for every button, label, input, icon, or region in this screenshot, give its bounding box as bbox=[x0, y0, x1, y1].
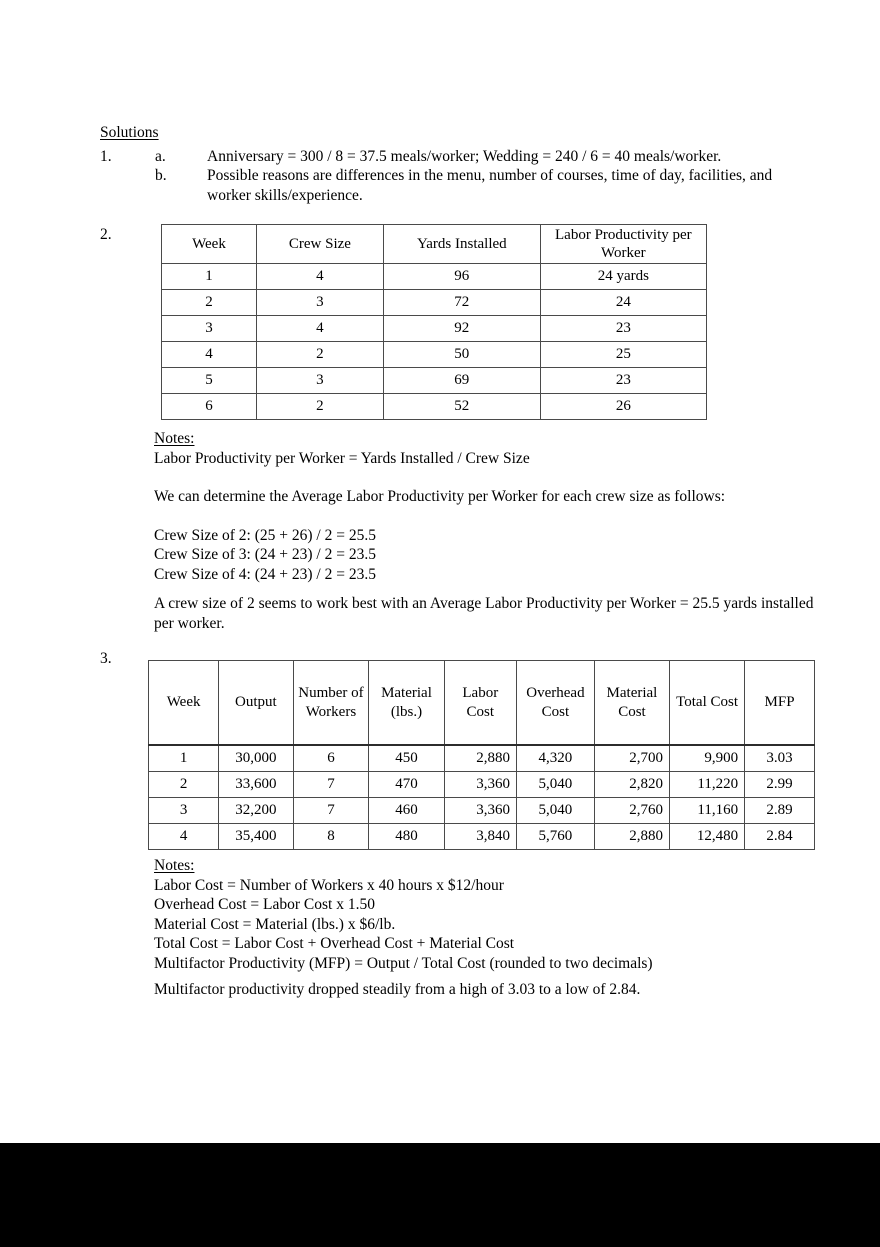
cell-crew-size: 2 bbox=[256, 394, 383, 420]
cell-yards-installed: 92 bbox=[383, 316, 540, 342]
problem-2-conclusion: A crew size of 2 seems to work best with an Average Labor Productivity per Worker = 25.5 yards installed per worker. bbox=[154, 595, 814, 632]
page-bottom-black-band bbox=[0, 1143, 880, 1247]
table-row bbox=[162, 290, 707, 316]
column-header-crew-size: Crew Size bbox=[256, 225, 383, 264]
cell-labor-cost: 3,840 bbox=[444, 824, 516, 850]
cell-yards-installed: 72 bbox=[383, 290, 540, 316]
calculation-line: Crew Size of 3: (24 + 23) / 2 = 23.5 bbox=[154, 546, 376, 563]
column-header-total-cost: Total Cost bbox=[670, 661, 745, 746]
cell-output: 35,400 bbox=[219, 824, 293, 850]
problem-1-item-a-text: Anniversary = 300 / 8 = 37.5 meals/worker; Wedding = 240 / 6 = 40 meals/worker. bbox=[207, 148, 722, 165]
cell-material-lbs: 460 bbox=[369, 798, 444, 824]
cell-labor-productivity: 24 bbox=[540, 290, 706, 316]
cell-yards-installed: 69 bbox=[383, 368, 540, 394]
table-row bbox=[162, 394, 707, 420]
cell-yards-installed: 50 bbox=[383, 342, 540, 368]
cell-week: 5 bbox=[162, 368, 257, 394]
cell-total-cost: 9,900 bbox=[670, 745, 745, 772]
problem-1-item-a-letter: a. bbox=[155, 148, 166, 165]
problem-2-number: 2. bbox=[100, 226, 112, 243]
cell-material-cost: 2,820 bbox=[594, 772, 669, 798]
cell-number-of-workers: 7 bbox=[293, 772, 369, 798]
table-header-row bbox=[149, 661, 815, 746]
notes-line: Total Cost = Labor Cost + Overhead Cost + Material Cost bbox=[154, 935, 515, 952]
notes-label: Notes: bbox=[154, 857, 195, 874]
column-header-output: Output bbox=[219, 661, 293, 746]
column-header-mfp: MFP bbox=[745, 661, 815, 746]
cell-total-cost: 11,220 bbox=[670, 772, 745, 798]
cell-week: 2 bbox=[149, 772, 219, 798]
cell-output: 30,000 bbox=[219, 745, 293, 772]
cell-output: 33,600 bbox=[219, 772, 293, 798]
cell-material-cost: 2,760 bbox=[594, 798, 669, 824]
cell-number-of-workers: 8 bbox=[293, 824, 369, 850]
table-row bbox=[149, 824, 815, 850]
table-row bbox=[162, 316, 707, 342]
cell-labor-productivity: 25 bbox=[540, 342, 706, 368]
notes-intro: We can determine the Average Labor Productivity per Worker for each crew size as follows: bbox=[154, 488, 726, 505]
cell-week: 3 bbox=[162, 316, 257, 342]
table-header-row bbox=[162, 225, 707, 264]
column-header-material-cost: Material Cost bbox=[594, 661, 669, 746]
crew-productivity-table bbox=[161, 224, 707, 420]
column-header-week: Week bbox=[162, 225, 257, 264]
cell-labor-cost: 3,360 bbox=[444, 798, 516, 824]
cell-crew-size: 4 bbox=[256, 316, 383, 342]
problem-2-notes bbox=[154, 429, 814, 584]
column-header-week: Week bbox=[149, 661, 219, 746]
cell-week: 2 bbox=[162, 290, 257, 316]
table-row bbox=[162, 342, 707, 368]
cell-mfp: 3.03 bbox=[745, 745, 815, 772]
cell-labor-productivity: 26 bbox=[540, 394, 706, 420]
cell-crew-size: 2 bbox=[256, 342, 383, 368]
cell-labor-cost: 3,360 bbox=[444, 772, 516, 798]
cell-yards-installed: 52 bbox=[383, 394, 540, 420]
table-row bbox=[162, 368, 707, 394]
calculation-line: Crew Size of 4: (24 + 23) / 2 = 23.5 bbox=[154, 565, 376, 583]
cell-number-of-workers: 7 bbox=[293, 798, 369, 824]
calculation-line: Crew Size of 2: (25 + 26) / 2 = 25.5 bbox=[154, 526, 376, 544]
cell-labor-cost: 2,880 bbox=[444, 745, 516, 772]
cell-total-cost: 11,160 bbox=[670, 798, 745, 824]
problem-3-conclusion: Multifactor productivity dropped steadily from a high of 3.03 to a low of 2.84. bbox=[154, 981, 641, 998]
cell-total-cost: 12,480 bbox=[670, 824, 745, 850]
page-title: Solutions bbox=[100, 124, 159, 141]
table-row bbox=[149, 745, 815, 772]
notes-formula: Labor Productivity per Worker = Yards Installed / Crew Size bbox=[154, 449, 530, 467]
cell-crew-size: 3 bbox=[256, 368, 383, 394]
notes-line: Multifactor Productivity (MFP) = Output / Total Cost (rounded to two decimals) bbox=[154, 954, 653, 972]
notes-line: Labor Cost = Number of Workers x 40 hours x $12/hour bbox=[154, 876, 504, 894]
cell-mfp: 2.99 bbox=[745, 772, 815, 798]
cell-mfp: 2.84 bbox=[745, 824, 815, 850]
spacer bbox=[154, 507, 814, 526]
cell-labor-productivity: 24 yards bbox=[540, 264, 706, 290]
problem-3-notes bbox=[154, 856, 814, 973]
cell-mfp: 2.89 bbox=[745, 798, 815, 824]
cell-overhead-cost: 5,040 bbox=[517, 772, 595, 798]
cell-week: 4 bbox=[149, 824, 219, 850]
column-header-overhead-cost: Overhead Cost bbox=[517, 661, 595, 746]
spacer bbox=[154, 468, 814, 487]
cell-crew-size: 4 bbox=[256, 264, 383, 290]
cell-overhead-cost: 4,320 bbox=[517, 745, 595, 772]
notes-line: Material Cost = Material (lbs.) x $6/lb. bbox=[154, 915, 396, 933]
cell-yards-installed: 96 bbox=[383, 264, 540, 290]
problem-1-number: 1. bbox=[100, 148, 112, 165]
cell-material-cost: 2,700 bbox=[594, 745, 669, 772]
problem-3-number: 3. bbox=[100, 650, 112, 667]
notes-line: Overhead Cost = Labor Cost x 1.50 bbox=[154, 896, 375, 913]
table-row bbox=[162, 264, 707, 290]
cell-number-of-workers: 6 bbox=[293, 745, 369, 772]
problem-1-item-b-letter: b. bbox=[155, 167, 167, 184]
cell-week: 3 bbox=[149, 798, 219, 824]
cell-material-cost: 2,880 bbox=[594, 824, 669, 850]
notes-label: Notes: bbox=[154, 430, 195, 447]
cell-week: 1 bbox=[149, 745, 219, 772]
column-header-material-lbs: Material (lbs.) bbox=[369, 661, 444, 746]
column-header-number-of-workers: Number of Workers bbox=[293, 661, 369, 746]
cell-overhead-cost: 5,760 bbox=[517, 824, 595, 850]
cell-overhead-cost: 5,040 bbox=[517, 798, 595, 824]
cell-labor-productivity: 23 bbox=[540, 316, 706, 342]
column-header-yards-installed: Yards Installed bbox=[383, 225, 540, 264]
cell-material-lbs: 450 bbox=[369, 745, 444, 772]
cell-crew-size: 3 bbox=[256, 290, 383, 316]
cell-week: 6 bbox=[162, 394, 257, 420]
cell-week: 4 bbox=[162, 342, 257, 368]
cell-output: 32,200 bbox=[219, 798, 293, 824]
cell-material-lbs: 470 bbox=[369, 772, 444, 798]
cell-week: 1 bbox=[162, 264, 257, 290]
table-row bbox=[149, 772, 815, 798]
column-header-labor-cost: Labor Cost bbox=[444, 661, 516, 746]
column-header-labor-productivity: Labor Productivity per Worker bbox=[540, 225, 706, 264]
cell-labor-productivity: 23 bbox=[540, 368, 706, 394]
cell-material-lbs: 480 bbox=[369, 824, 444, 850]
table-row bbox=[149, 798, 815, 824]
multifactor-productivity-table bbox=[148, 660, 815, 850]
problem-1-item-b-text: Possible reasons are differences in the menu, number of courses, time of day, facilities, and worker skills/experience. bbox=[207, 167, 773, 204]
